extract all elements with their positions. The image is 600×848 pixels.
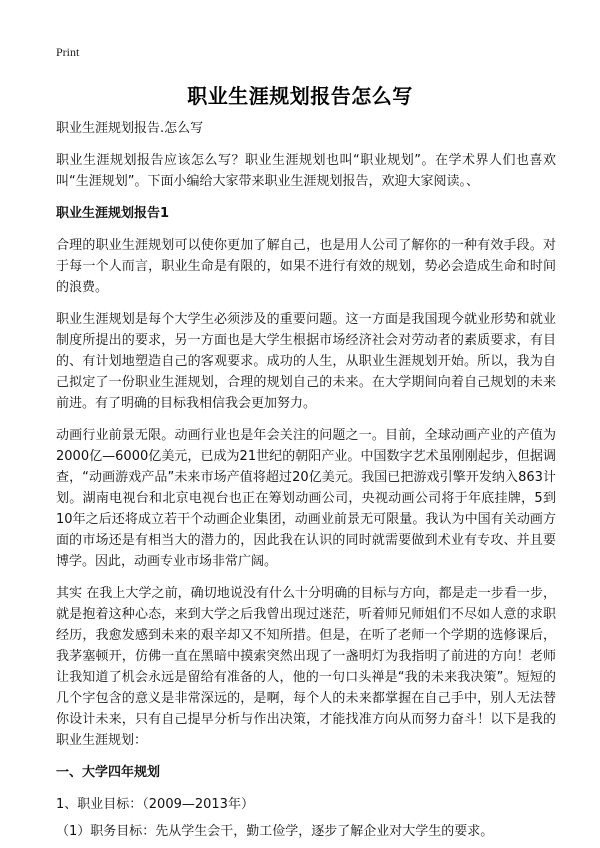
career-goal-item: 1、职业目标：（2009—2013年）: [56, 797, 254, 812]
document-body: [56, 118, 556, 848]
job-goal-item: （1）职务目标：先从学生会干，勤工俭学，逐步了解企业对大学生的要求。: [56, 824, 494, 839]
body-paragraph: 动画行业前景无限。动画行业也是年会关注的问题之一。目前，全球动画产业的产值为2000亿—6000亿美元，已成为21世纪的朝阳产业。中国数字艺术虽刚刚起步，但据调查，“动画游戏产品”未来市场产值将超过20亿美元。我国已把游戏引擎开发纳入863计划。湖南电视台和北京电视台也正在筹划动画公司，央视动画公司将于年底挂牌，5到10年之后还将成立若干个动画企业集团，动画业前景无可限量。我认为中国有关动画方面的市场还是有相当大的潜力的，因此我在认识的同时就需要做到术业有专攻、并且要博学。因此，动画专业市场非常广阔。: [56, 428, 556, 569]
intro-paragraph: 职业生涯规划报告应该怎么写？职业生涯规划也叫“职业规划”。在学术界人们也喜欢叫“生涯规划”。下面小编给大家带来职业生涯规划报告，欢迎大家阅读。、: [56, 153, 556, 189]
body-paragraph: 合理的职业生涯规划可以使你更加了解自己，也是用人公司了解你的一种有效手段。对于每一个人而言，职业生命是有限的，如果不进行有效的规划，势必会造成生命和时间的浪费。: [56, 238, 556, 295]
section-heading-four-year-plan: 一、大学四年规划: [56, 765, 161, 780]
section-heading-report-1: 职业生涯规划报告1: [56, 206, 170, 221]
document-subtitle: 职业生涯规划报告.怎么写: [56, 121, 204, 136]
document-title: 职业生涯规划报告怎么写: [187, 84, 413, 108]
print-link[interactable]: Print: [56, 45, 80, 59]
body-paragraph: 其实 在我上大学之前，确切地说没有什么十分明确的目标与方向，都是走一步看一步，就是抱着这种心态，来到大学之后我曾出现过迷茫，听着师兄师姐们不尽如人意的求职经历，我愈发感到未来的艰辛却又不知所措。但是，在听了老师一个学期的选修课后，我茅塞顿开，仿佛一直在黑暗中摸索突然出现了一盏明灯为我指明了前进的方向！老师让我知道了机会永远是留给有准备的人，他的一句口头禅是“我的未来我决策”。短短的几个字包含的意义是非常深远的，是啊，每个人的未来都掌握在自己手中，别人无法替你设计未来，只有自己提早分析与作出决策，才能找准方向从而努力奋斗！以下是我的职业生涯规划：: [56, 586, 556, 748]
body-paragraph: 职业生涯规划是每个大学生必须涉及的重要问题。这一方面是我国现今就业形势和就业制度所提出的要求，另一方面也是大学生根据市场经济社会对劳动者的素质要求，有目的、有计划地塑造自己的客观要求。成功的人生，从职业生涯规划开始。所以，我为自己拟定了一份职业生涯规划，合理的规划自己的未来。在大学期间向着自己规划的未来前进。有了明确的目标我相信我会更加努力。: [56, 312, 556, 411]
